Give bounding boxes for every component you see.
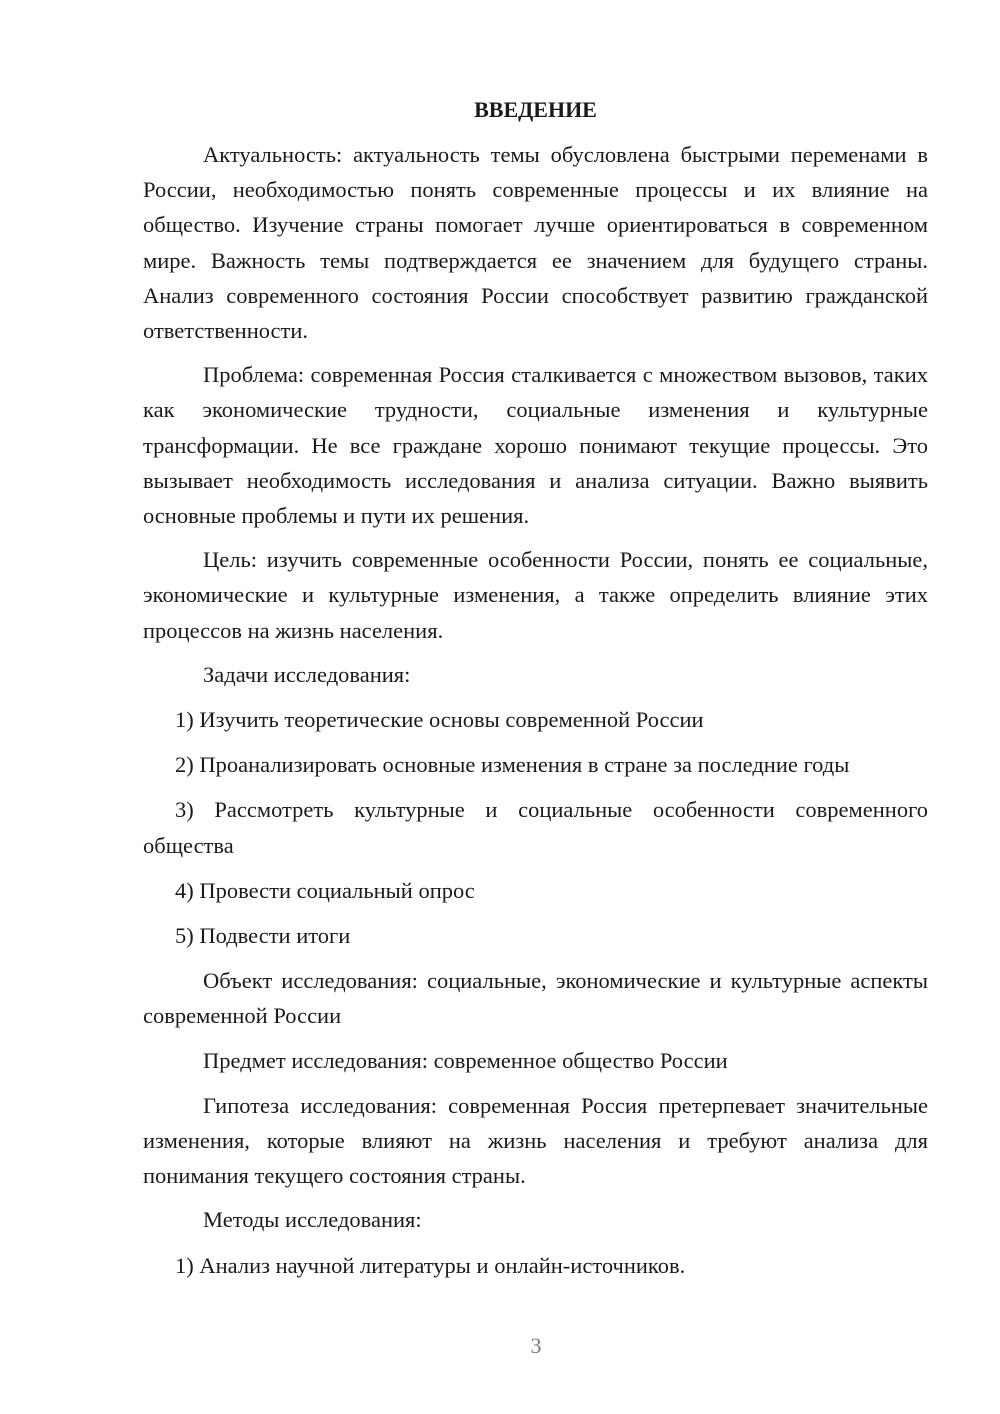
tasks-heading: Задачи исследования: <box>203 661 411 687</box>
task-item-5: 5) Подвести итоги <box>175 923 351 949</box>
task-item-3: 3) Рассмотреть культурные и социальные особенности современного общества <box>143 797 928 858</box>
paragraph-hypothesis: Гипотеза исследования: современная Россия претерпевает значительные изменения, которые влияют на жизнь населения и требуют анализа для понимания текущего состояния страны. <box>143 1092 928 1189</box>
paragraph-subject: Предмет исследования: современное общество России <box>203 1047 728 1073</box>
paragraph-relevance: Актуальность: актуальность темы обусловлена быстрыми переменами в России, необходимостью понять современные процессы и их влияние на общество. Изучение страны помогает лучше ориентироваться в современном мире. Важность темы подтверждается ее значением для будущего страны. Анализ современного состояния России способствует развитию гражданской ответственности. <box>143 142 928 344</box>
page-number: 3 <box>530 1333 542 1358</box>
methods-heading: Методы исследования: <box>203 1207 422 1233</box>
method-item-1: 1) Анализ научной литературы и онлайн-источников. <box>175 1252 686 1278</box>
paragraph-problem: Проблема: современная Россия сталкивается с множеством вызовов, таких как экономические трудности, социальные изменения и культурные трансформации. Не все граждане хорошо понимают текущие процессы. Это вызывает необходимость исследования и анализа ситуации. Важно выявить основные проблемы и пути их решения. <box>143 362 928 529</box>
section-title: ВВЕДЕНИЕ <box>474 97 597 122</box>
paragraph-goal: Цель: изучить современные особенности России, понять ее социальные, экономические и культурные изменения, а также определить влияние этих процессов на жизнь населения. <box>143 547 928 643</box>
paragraph-object: Объект исследования: социальные, экономические и культурные аспекты современной России <box>143 968 928 1029</box>
document-body <box>143 95 928 1293</box>
task-item-1: 1) Изучить теоретические основы современной России <box>175 707 704 733</box>
task-item-4: 4) Провести социальный опрос <box>175 877 475 903</box>
task-item-2: 2) Проанализировать основные изменения в стране за последние годы <box>175 752 850 778</box>
